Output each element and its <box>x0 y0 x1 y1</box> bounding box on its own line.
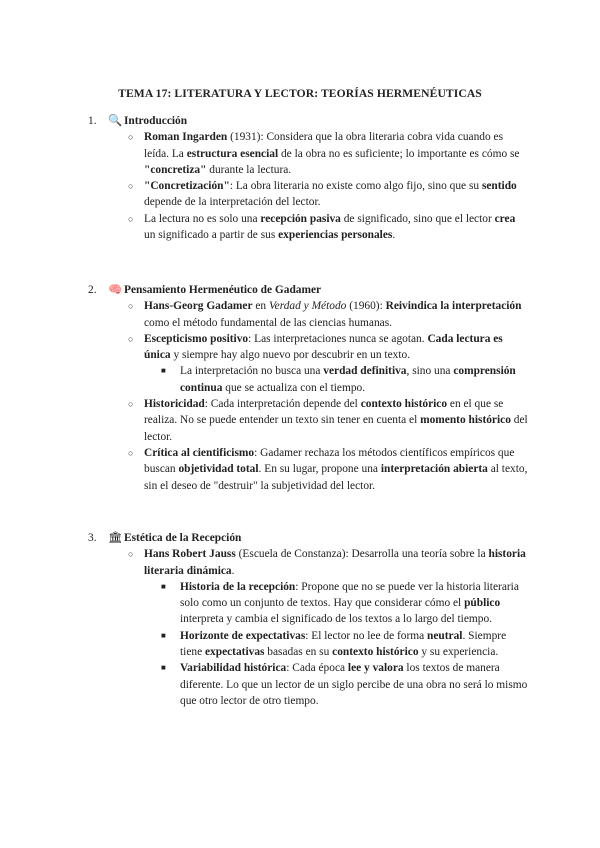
sub-list-item: ■ Variabilidad histórica: Cada época lee y valora los textos de manera diferente. Lo que un lector de un siglo percibe de una obra no será lo mismo que otro lector de otro tiempo. <box>144 660 528 709</box>
section-gadamer <box>88 282 528 494</box>
brain-icon: 🧠 <box>108 284 123 296</box>
sub-list-item: ■ La interpretación no busca una verdad definitiva, sino una comprensión continua que se actualiza con el tiempo. <box>144 363 528 396</box>
section-introduccion <box>88 113 528 243</box>
section-heading <box>88 113 528 129</box>
section-title: Introducción <box>124 115 188 127</box>
section-number: 2. <box>88 284 97 296</box>
section-title: Pensamiento Hermenéutico de Gadamer <box>124 284 322 296</box>
section-heading <box>88 530 528 546</box>
list-item: ○ "Concretización": La obra literaria no existe como algo fijo, sino que su sentido depende de la interpretación del lector. <box>88 178 528 211</box>
section-title: Estética de la Recepción <box>124 532 242 544</box>
sub-list-item: ■ Horizonte de expectativas: El lector no lee de forma neutral. Siempre tiene expectativas basadas en su contexto histórico y su experiencia. <box>144 628 528 661</box>
sub-list-item: ■ Historia de la recepción: Propone que no se puede ver la historia literaria solo como un conjunto de textos. Hay que considerar cómo el público interpreta y cambia el significado de los textos a lo largo del tiempo. <box>144 579 528 628</box>
section-number: 1. <box>88 115 97 127</box>
list-item: ○ Roman Ingarden (1931): Considera que la obra literaria cobra vida cuando es leída. La estructura esencial de la obra no es suficiente; lo importante es cómo se "concretiza" durante la lectura. <box>88 129 528 178</box>
classical-building-icon: 🏛 <box>108 532 123 544</box>
list-item: ○ Crítica al cientificismo: Gadamer rechaza los métodos científicos empíricos que buscan objetividad total. En su lugar, propone una interpretación abierta al texto, sin el deseo de "destruir" la subjetividad del lector. <box>88 445 528 494</box>
list-item: ○ La lectura no es solo una recepción pasiva de significado, sino que el lector crea un significado a partir de sus experiencias personales. <box>88 211 528 244</box>
list-item: ○ Hans-Georg Gadamer en Verdad y Método (1960): Reivindica la interpretación como el método fundamental de las ciencias humanas. <box>88 298 528 331</box>
section-estetica-recepcion <box>88 530 528 709</box>
list-item: ○ Escepticismo positivo: Las interpretaciones nunca se agotan. Cada lectura es única y siempre hay algo nuevo por descubrir en un texto. ■ La interpretación no busca una verdad definitiva, sino una comprensión continua que se actualiza con el tiempo. <box>88 331 528 396</box>
section-number: 3. <box>88 532 97 544</box>
magnifying-glass-icon: 🔍 <box>108 115 123 127</box>
list-item: ○ Historicidad: Cada interpretación depende del contexto histórico en el que se realiza. No se puede entender un texto sin tener en cuenta el momento histórico del lector. <box>88 396 528 445</box>
section-heading <box>88 282 528 298</box>
list-item: ○ Hans Robert Jauss (Escuela de Constanza): Desarrolla una teoría sobre la historia literaria dinámica. ■ Historia de la recepción: Propone que no se puede ver la historia literaria solo como un conjunto de textos. Hay que considerar cómo el público interpreta y cambia el significado de los textos a lo largo del tiempo. ■ Horizonte de expectativas: El lector no lee de forma neutral. Siempre tiene expectativas basadas en su contexto histórico y su experiencia. ■ Variabilidad histórica: Cada época lee y valora los textos de manera diferente. Lo que un lector de un siglo percibe de una obra no será lo mismo que otro lector de otro tiempo. <box>88 546 528 709</box>
document-title: TEMA 17: LITERATURA Y LECTOR: TEORÍAS HERMENÉUTICAS <box>118 87 482 100</box>
